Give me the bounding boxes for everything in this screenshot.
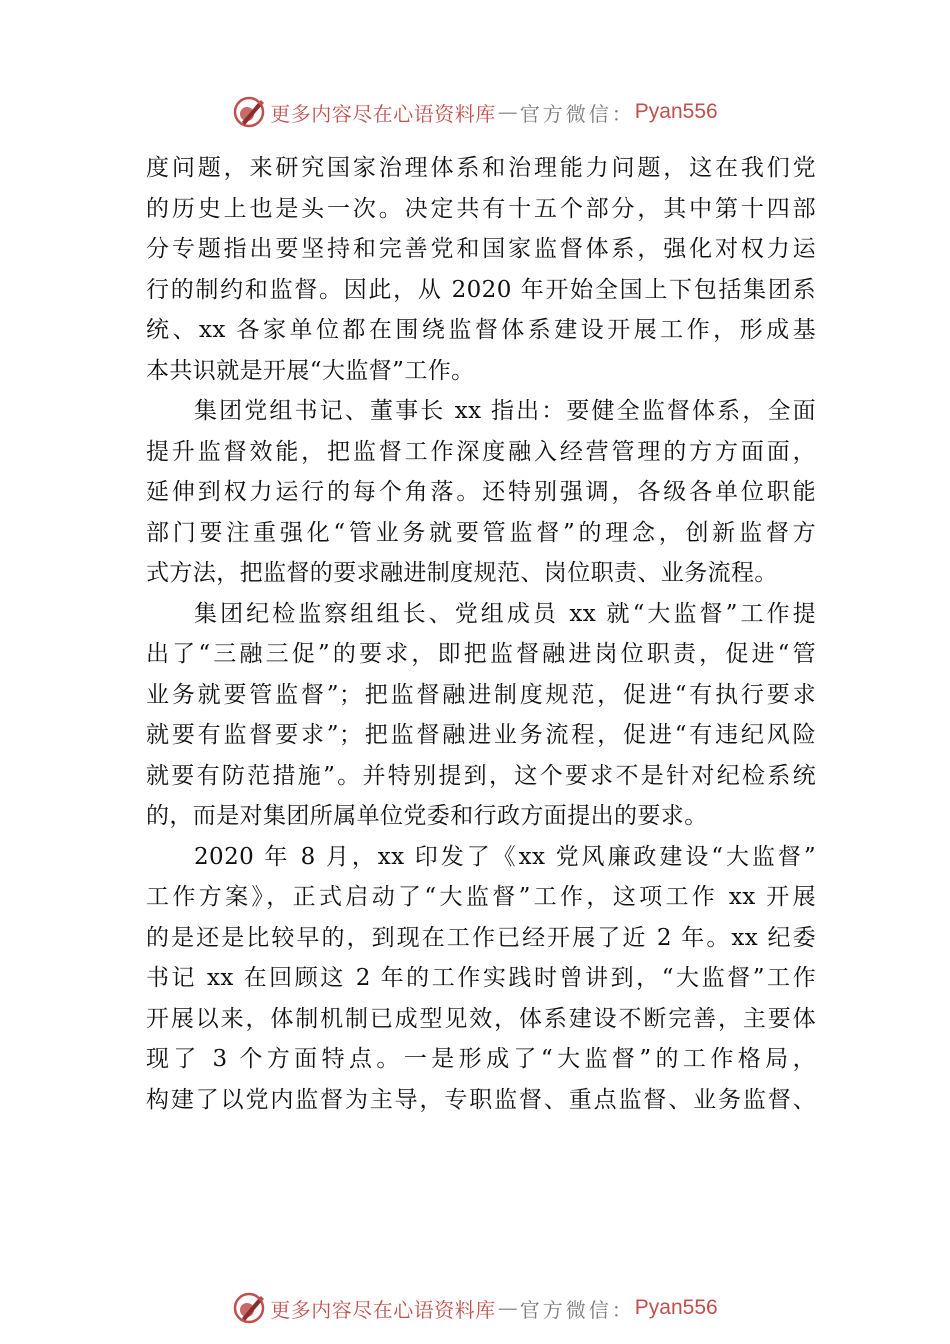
text-line: 工作方案》，正式启动了“大监督”工作，这项工作 xx 开展 (146, 884, 816, 910)
watermark-site-text: 更多内容尽在心语资料库 (270, 1297, 496, 1322)
text-line: 集团纪检监察组组长、党组成员 xx 就“大监督”工作提 (194, 600, 816, 627)
text-line: 出了“三融三促”的要求，即把监督融进岗位职责，促进“管 (146, 641, 816, 667)
watermark-official-text: 官方微信： (519, 1297, 635, 1322)
pen-logo-icon (232, 95, 266, 129)
text-line: 的是还是比较早的，到现在工作已经开展了近 2 年。xx 纪委 (146, 924, 816, 951)
paragraph-4 (146, 837, 816, 1121)
watermark-dash: — (497, 100, 518, 124)
text-line: 统、xx 各家单位都在围绕监督体系建设开展工作，形成基 (146, 317, 816, 343)
text-line: 开展以来，体制机制已成型见效，体系建设不断完善，主要体 (146, 1005, 816, 1032)
text-line: 集团党组书记、董事长 xx 指出：要健全监督体系，全面 (194, 398, 816, 424)
watermark-dash: — (497, 1296, 518, 1320)
text-line: 的，而是对集团所属单位党委和行政方面提出的要求。 (146, 803, 708, 829)
text-line: 度问题，来研究国家治理体系和治理能力问题，这在我们党 (146, 155, 816, 181)
text-line: 部门要注重强化“管业务就要管监督”的理念，创新监督方 (146, 519, 816, 546)
watermark-official-text: 官方微信： (519, 101, 635, 126)
text-line: 2020 年 8 月，xx 印发了《xx 党风廉政建设“大监督” (194, 843, 816, 870)
paragraph-2 (146, 391, 816, 594)
paragraph-3 (146, 594, 816, 837)
text-line: 式方法，把监督的要求融进制度规范、岗位职责、业务流程。 (146, 560, 778, 586)
text-line: 延伸到权力运行的每个角落。还特别强调，各级各单位职能 (146, 479, 816, 505)
text-line: 行的制约和监督。因此，从 2020 年开始全国上下包括集团系 (146, 276, 816, 303)
text-line: 分专题指出要坚持和完善党和国家监督体系，强化对权力运 (146, 236, 816, 262)
watermark-wechat-id: Pyan556 (634, 1296, 718, 1319)
text-line: 的历史上也是头一次。决定共有十五个部分，其中第十四部 (146, 195, 816, 222)
text-line: 本共识就是开展“大监督”工作。 (146, 357, 475, 384)
text-line: 提升监督效能，把监督工作深度融入经营管理的方方面面， (146, 438, 816, 465)
paragraph-1 (146, 148, 816, 391)
watermark-footer (0, 1286, 950, 1330)
text-line: 构建了以党内监督为主导，专职监督、重点监督、业务监督、 (146, 1086, 816, 1113)
watermark-header (0, 90, 950, 134)
text-line: 就要有监督要求”；把监督融进业务流程，促进“有违纪风险 (146, 722, 816, 748)
watermark-site-text: 更多内容尽在心语资料库 (270, 101, 496, 126)
pen-logo-icon (232, 1291, 266, 1325)
text-line: 业务就要管监督”；把监督融进制度规范，促进“有执行要求 (146, 681, 816, 708)
text-line: 书记 xx 在回顾这 2 年的工作实践时曾讲到，“大监督”工作 (146, 965, 816, 991)
text-line: 现了 3 个方面特点。一是形成了“大监督”的工作格局， (146, 1046, 816, 1072)
watermark-wechat-id: Pyan556 (634, 100, 718, 123)
document-body (146, 148, 816, 1120)
text-line: 就要有防范措施”。并特别提到，这个要求不是针对纪检系统 (146, 762, 816, 789)
